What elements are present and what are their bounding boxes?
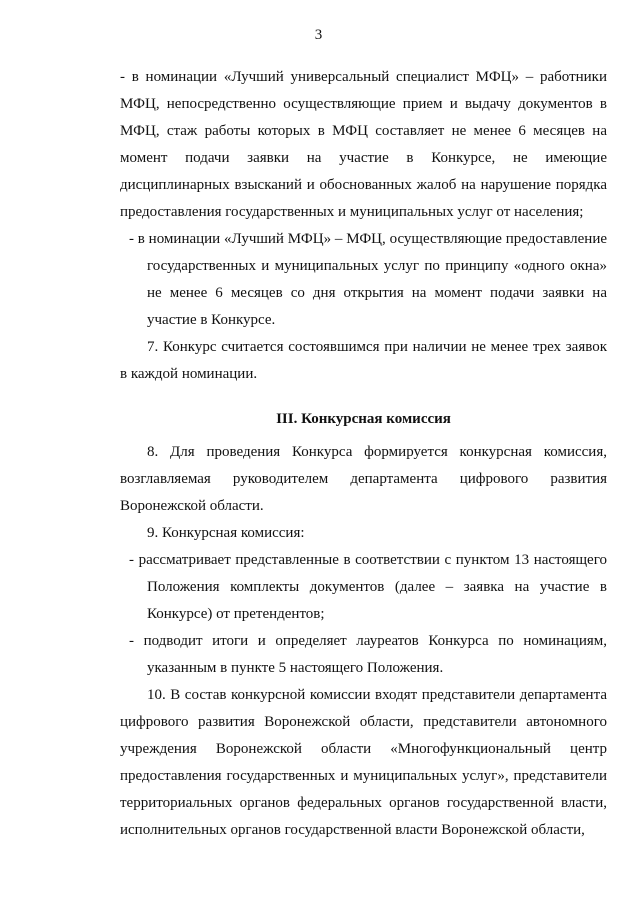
nomination-mfc-paragraph: - в номинации «Лучший МФЦ» – МФЦ, осуществляющие предоставление государственных и муниципальных услуг по принципу «одного окна» не менее 6 месяцев со дня открытия на момент подачи заявки на участие в Конкурсе. bbox=[129, 231, 607, 328]
clause-9-item-results: - подводит итоги и определяет лауреатов Конкурса по номинациям, указанным в пункте 5 настоящего Положения. bbox=[129, 633, 607, 676]
page-number: 3 bbox=[314, 27, 323, 43]
clause-9-item-review: - рассматривает представленные в соответствии с пунктом 13 настоящего Положения комплекты документов (далее – заявка на участие в Конкурсе) от претендентов; bbox=[129, 552, 607, 622]
clause-7-paragraph: 7. Конкурс считается состоявшимся при наличии не менее трех заявок в каждой номинации. bbox=[120, 339, 607, 382]
clause-9-paragraph: 9. Конкурсная комиссия: bbox=[147, 525, 305, 541]
nomination-specialist-paragraph: - в номинации «Лучший универсальный специалист МФЦ» – работники МФЦ, непосредственно осуществляющие прием и выдачу документов в МФЦ, стаж работы которых в МФЦ составляет не менее 6 месяцев на момент подачи заявки на участие в Конкурсе, не имеющие дисциплинарных взысканий и обоснованных жалоб на нарушение порядка предоставления государственных и муниципальных услуг от населения; bbox=[120, 69, 607, 220]
clause-8-paragraph: 8. Для проведения Конкурса формируется конкурсная комиссия, возглавляемая руководителем департамента цифрового развития Воронежской области. bbox=[120, 444, 607, 514]
section-heading: III. Конкурсная комиссия bbox=[276, 411, 451, 427]
clause-10-paragraph: 10. В состав конкурсной комиссии входят представители департамента цифрового развития Воронежской области, представители автономного учреждения Воронежской области «Многофункциональный центр предоставления государственных и муниципальных услуг», представители территориальных органов федеральных органов государственной власти, исполнительных органов государственной власти Воронежской области, bbox=[120, 687, 607, 838]
